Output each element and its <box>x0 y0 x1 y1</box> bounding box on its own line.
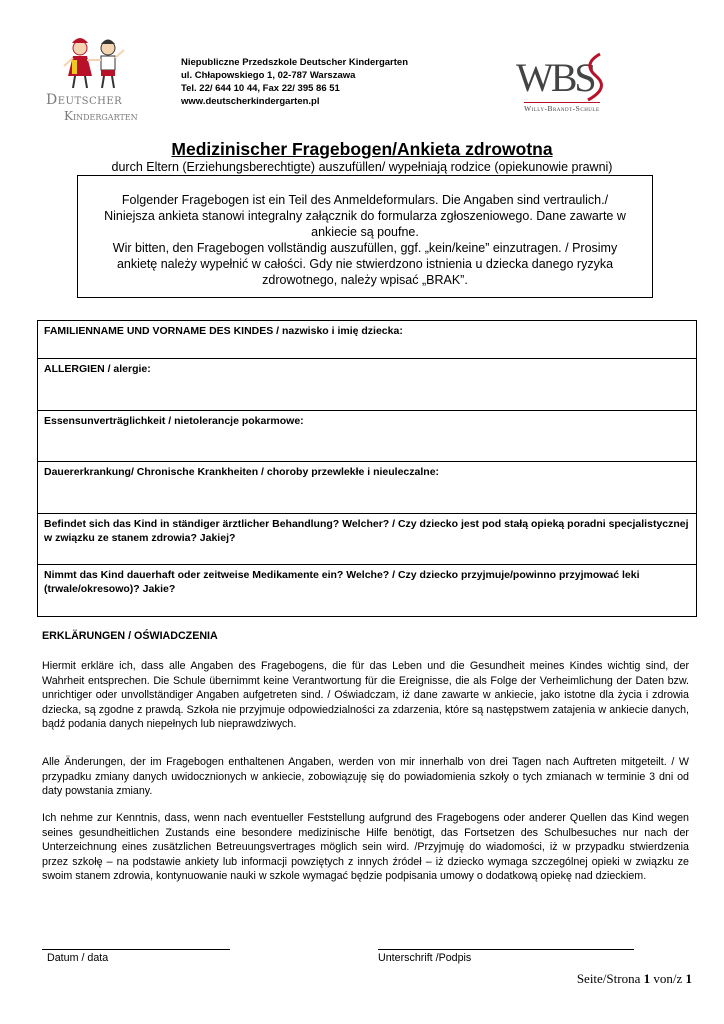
notice-line: ankietę należy wypełnić w całości. Gdy nie stwierdzono istnienia u dziecka danego ryzyka <box>116 257 614 271</box>
school-contact-block <box>181 56 408 108</box>
page-separator: von/z <box>653 971 683 986</box>
page-title: Medizinischer Fragebogen/Ankieta zdrowotna <box>171 139 553 159</box>
declaration-paragraph-1: Hiermit erkläre ich, dass alle Angaben des Fragebogens, die für das Leben und die Gesundheit meines Kindes wichtig sind, der Wahrheit entsprechen. Die Schule übernimmt keine Verantwortung für die Ereignisse, die als Folge der Verheimlichung der Daten bzw. unrichtiger oder unvollständiger Angaben aufgetreten sind. / Oświadczam, iż dane zawarte w ankiecie, jako istotne dla życia i zdrowia dziecka, są zgodne z prawdą. Szkoła nie przyjmuje odpowiedzialności za zdarzenia, które są następstwem zatajenia w ankiecie danych, bądź podania danych niepełnych lub nieprawdziwych. <box>42 660 689 730</box>
field-food-intolerance[interactable]: Essensunverträglichkeit / nietolerancje pokarmowe: <box>38 411 697 462</box>
health-form-table <box>37 320 697 617</box>
page-number <box>577 971 692 987</box>
field-medical-treatment[interactable]: Befindet sich das Kind in ständiger ärztlicher Behandlung? Welcher? / Czy dziecko jest pod stałą opieką poradni specjalistycznej w związku ze stanem zdrowia? Jakiej? <box>38 514 697 565</box>
school-phone: Tel. 22/ 644 10 44, Fax 22/ 395 86 51 <box>181 83 340 94</box>
field-allergies[interactable]: ALLERGIEN / alergie: <box>38 359 697 411</box>
notice-line: Niniejsza ankieta stanowi integralny załącznik do formularza zgłoszeniowego. Dane zawarte w <box>104 209 626 223</box>
notice-line: ankiecie są poufne. <box>311 225 419 239</box>
signature-line[interactable] <box>378 949 634 950</box>
declaration-paragraph-2: Alle Änderungen, der im Fragebogen enthaltenen Angaben, werden von mir innerhalb von drei Tagen nach Auftreten mitgeteilt. / W przypadku zmiany danych uwidocznionych w ankiecie, zobowiązuję się do powiadomienia szkoły o tych zmianach w terminie 3 dni od daty powstania zmiany. <box>42 756 689 797</box>
wbs-logo-letters: WBS <box>516 55 594 100</box>
wbs-logo <box>512 50 624 116</box>
page-prefix: Seite/Strona <box>576 971 641 986</box>
page-total: 1 <box>685 971 692 986</box>
school-website: www.deutscherkindergarten.pl <box>181 96 320 107</box>
logo-text-line1: Deutscher <box>46 92 123 108</box>
notice-line: Folgender Fragebogen ist ein Teil des Anmeldeformulars. Die Angaben sind vertraulich./ <box>121 193 609 207</box>
school-name: Niepubliczne Przedszkole Deutscher Kindergarten <box>181 57 409 68</box>
date-line[interactable] <box>42 949 230 950</box>
school-address: ul. Chłapowskiego 1, 02-787 Warszawa <box>181 70 356 81</box>
declaration-paragraph-3: Ich nehme zur Kenntnis, dass, wenn nach eventueller Feststellung aufgrund des Fragebogens oder anderer Quellen das Kind wegen seines gesundheitlichen Zustands eine besondere medizinische Hilfe benötigt, das Fortsetzen des Schulbesuches nur nach der Unterzeichnung eines zusätzlichen Betreuungsvertrages möglich sein wird. /Przyjmuję do wiadomości, iż w przypadku stwierdzenia przez szkołę – na podstawie ankiety lub informacji powziętych z innych źródeł – iż dziecko wymaga szczególnej opieki w związku ze swoim stanem zdrowia, kontynuowanie nauki w szkole wymagać będzie podpisania umowy o dodatkową opiekę nad dzieckiem. <box>42 812 689 882</box>
page-subtitle: durch Eltern (Erziehungsberechtigte) auszufüllen/ wypełniają rodzice (opiekunowie prawni) <box>111 160 613 174</box>
field-medication[interactable]: Nimmt das Kind dauerhaft oder zeitweise Medikamente ein? Welche? / Czy dziecko przyjmuje/powinno przyjmować leki (trwale/okresowo)? Jakie? <box>38 565 697 617</box>
kindergarten-logo <box>42 26 160 136</box>
wbs-swoosh-icon <box>572 50 612 102</box>
page-current: 1 <box>643 971 651 986</box>
field-chronic-diseases[interactable]: Dauererkrankung/ Chronische Krankheiten / choroby przewlekłe i nieuleczalne: <box>38 462 697 514</box>
field-child-name[interactable]: FAMILIENNAME UND VORNAME DES KINDES / nazwisko i imię dziecka: <box>38 321 697 359</box>
date-label: Datum / data <box>47 952 109 964</box>
logo-text-line2: Kindergarten <box>64 109 138 123</box>
notice-line: Wir bitten, den Fragebogen vollständig auszufüllen, ggf. „kein/keine” einzutragen. / Prosimy <box>112 241 618 255</box>
notice-box <box>77 175 653 298</box>
wbs-logo-subtext: Willy-Brandt-Schule <box>524 104 600 113</box>
signature-label: Unterschrift /Podpis <box>378 952 472 964</box>
notice-line: zdrowotnego, należy wpisać „BRAK”. <box>262 273 468 287</box>
declarations-heading: ERKLÄRUNGEN / OŚWIADCZENIA <box>42 630 218 642</box>
